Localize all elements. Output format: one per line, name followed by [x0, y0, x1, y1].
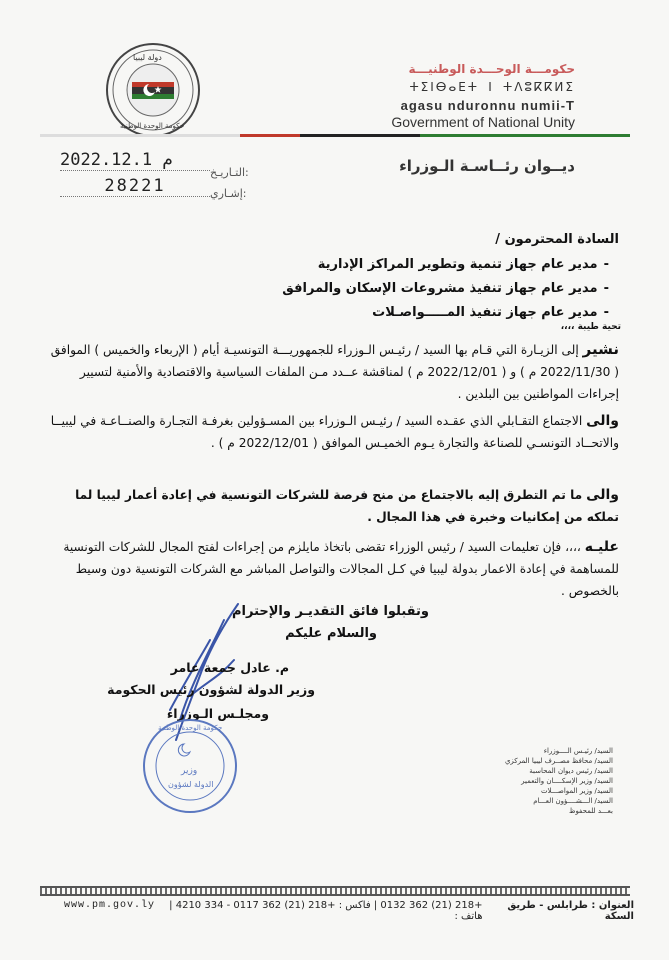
- footer-contact: +218 (21) 362 0132 | فاكس : +218 (21) 362 0117 - 334 4210 | هاتف :: [169, 900, 483, 922]
- stamp-middle-text: وزير: [181, 766, 198, 776]
- recipient-3: -مدير عام جهاز تنفيذ المـــــواصـلات: [372, 305, 609, 320]
- salutation: السادة المحترمون /: [495, 232, 619, 247]
- signatory-title-2: ومجلـس الـوزراء: [166, 706, 269, 721]
- government-name-english: Government of National Unity: [391, 114, 575, 130]
- paragraph-2: [44, 410, 619, 454]
- seal-bottom-text: حكومة الوحدة الوطنية: [120, 122, 185, 130]
- stripe-red: [240, 134, 300, 137]
- paragraph-1: [44, 338, 619, 405]
- cc-item: السيد/ وزير الإسكــــان والتعمير: [521, 777, 613, 785]
- cc-item: السيد/ وزير المواصـــلات: [540, 787, 613, 795]
- recipient-2: -مدير عام جهاز تنفيذ مشروعات الإسكان والمرافق: [282, 281, 609, 296]
- footer-website: www.pm.gov.ly: [64, 900, 156, 911]
- cc-item: السيد/ رئيـس الــــوزراء: [543, 747, 613, 755]
- date-value: 2022.12.1 م: [60, 150, 210, 171]
- footer: [64, 900, 634, 922]
- cc-list: [503, 746, 613, 816]
- reference-value: 28221: [60, 176, 210, 197]
- government-name-arabic: حكومـــة الوحـــدة الوطنيـــة: [408, 62, 575, 76]
- paragraph-2-lead: والى: [586, 413, 619, 429]
- paragraph-3-lead: والى: [586, 487, 619, 503]
- paragraph-4-lead: عليـه: [584, 539, 619, 555]
- paragraph-1-text: إلى الزيـارة التي قـام بها السيد / رئيـس الـوزراء للجمهوريـــة التونسيـة أيام ( الإربعاء والخميس ) الموافق ( 2022/11/30 م ) و ( 2022/12/01 م ) لمناقشة عــدد مـن الملفات السياسية والاقتصادية والأمنية لتسيير إجراءات المواطنين بين البلدين .: [50, 343, 619, 401]
- greeting: تحية طيبة ،،،،: [560, 322, 621, 332]
- paragraph-2-text: الاجتماع التقـابلي الذي عقـده السيد / رئيـس الـوزراء بين المسـؤولين بغرفـة التجـارة والصنــاعـة في ليبيــا والاتحــاد التونسـي للصناعة والتجارة يـوم الخميـس الموافق ( 2022/12/01 م ) .: [50, 414, 619, 450]
- paragraph-4-text: ،،،، فإن تعليمات السيد / رئيس الوزراء تقضى باتخاذ مايلزم من إجراءات لفتح المجال للشركات التونسية للمساهمة في إعادة الاعمار بدولة ليبيا في كـل المجالات والتواصل المباشر مع الشركات التونسية دون وسيط بالخصوص .: [63, 540, 619, 598]
- recipient-1: -مدير عام جهاز تنمية وتطوير المراكز الإدارية: [317, 257, 609, 272]
- signatory-title-1: وزير الدولة لشؤون رئيس الحكومة: [107, 682, 315, 697]
- government-name-latin: agasu nduronnu numii-T: [400, 98, 575, 113]
- stripe-black: [300, 134, 420, 137]
- office-name: ديــوان رئــاسـة الـوزراء: [399, 157, 575, 175]
- paragraph-1-lead: نشير: [582, 340, 619, 358]
- government-name-tifinagh: ⵜⵉⵏⴱⴰⴹⵜ ⵏ ⵜⴷⵓⴽⴽⵍⵉ: [409, 80, 575, 94]
- cc-item: السيد/ محافظ مصــرف ليبيا المركزي: [504, 757, 613, 765]
- flag-stripe: [40, 134, 630, 137]
- paragraph-3-text: ما تم التطرق إليه بالاجتماع من منح فرصة للشركات التونسية في إعادة أعمار ليبيا لما تملكه من إمكانيات وخبرة في هذا المجال .: [75, 488, 619, 524]
- cc-item: السيد/ الـــشــــؤون العـــام: [533, 797, 613, 805]
- reference-label: إشـاري:: [210, 187, 247, 200]
- paragraph-4: [44, 536, 619, 602]
- footer-divider: [40, 886, 630, 896]
- closing-peace: والسلام عليكم: [285, 626, 377, 641]
- stamp-bottom-text: الدولة لشؤون: [168, 780, 214, 789]
- paragraph-3: [44, 484, 619, 528]
- seal-top-text: دولة ليبيا: [133, 53, 162, 62]
- date-label: التـاريـخ:: [210, 166, 249, 179]
- stripe-green: [420, 134, 630, 137]
- stamp-top-text: حكومة الوحدة الوطنية: [158, 724, 223, 732]
- closing-respect: وتقبلوا فائق التقديـر والإحترام: [232, 604, 429, 619]
- cc-item: بعـــد للمحفوظ: [568, 807, 613, 815]
- footer-address: العنوان : طرابلس - طريق السكة: [507, 900, 634, 922]
- signatory-name: م. عادل جمعة عامر: [170, 660, 289, 675]
- cc-item: السيد/ رئيس ديوان المحاسبة: [529, 767, 613, 775]
